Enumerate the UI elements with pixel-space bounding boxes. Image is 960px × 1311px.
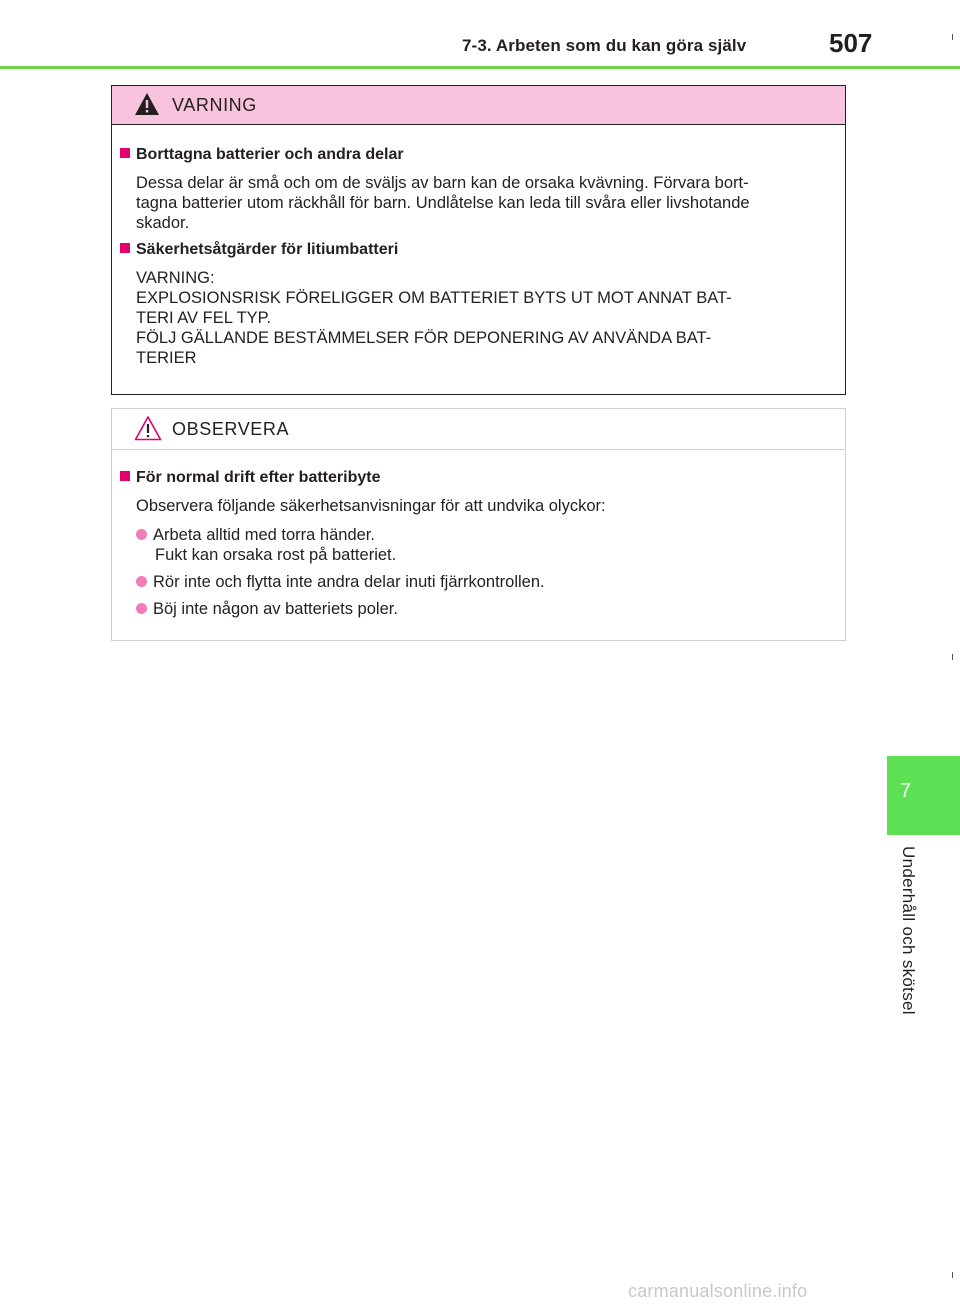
- warning-item-text: VARNING: EXPLOSIONSRISK FÖRELIGGER OM BATTERIET BYTS UT MOT ANNAT BAT- TERI AV FEL TYP. FÖLJ GÄLLANDE BESTÄMMELSER FÖR DEPONERING AV ANVÄNDA BAT- TERIER: [136, 269, 732, 367]
- warning-header: [112, 86, 845, 125]
- section-title: 7-3. Arbeten som du kan göra själv: [462, 36, 747, 55]
- watermark: carmanualsonline.info: [628, 1281, 808, 1301]
- crop-mark: [952, 34, 953, 40]
- warning-triangle-icon: [134, 92, 160, 116]
- caution-bullet: Rör inte och flytta inte andra delar inuti fjärrkontrollen.: [136, 572, 545, 592]
- warning-item-heading: Säkerhetsåtgärder för litiumbatteri: [120, 241, 398, 259]
- caution-box: [111, 408, 846, 641]
- square-bullet-icon: [120, 148, 130, 158]
- warning-box: [111, 85, 846, 395]
- chapter-label: Underhåll och skötsel: [899, 846, 918, 1015]
- crop-mark: [952, 1272, 953, 1278]
- caution-intro: Observera följande säkerhetsanvisningar för att undvika olyckor:: [136, 497, 606, 515]
- caution-header: [112, 409, 845, 450]
- chapter-tab[interactable]: [887, 756, 960, 835]
- caution-triangle-icon: [134, 415, 162, 441]
- warning-title: VARNING: [172, 95, 257, 115]
- caution-title: OBSERVERA: [172, 419, 290, 439]
- square-bullet-icon: [120, 471, 130, 481]
- dot-bullet-icon: [136, 529, 147, 540]
- caution-item-heading: För normal drift efter batteribyte: [120, 469, 380, 487]
- dot-bullet-icon: [136, 576, 147, 587]
- chapter-number: 7: [899, 780, 912, 802]
- crop-mark: [952, 654, 953, 660]
- dot-bullet-icon: [136, 603, 147, 614]
- page-number: 507: [829, 28, 873, 58]
- caution-bullet: Böj inte någon av batteriets poler.: [136, 599, 398, 619]
- caution-bullet: Arbeta alltid med torra händer. Fukt kan orsaka rost på batteriet.: [136, 525, 396, 565]
- warning-item-text: Dessa delar är små och om de sväljs av barn kan de orsaka kvävning. Förvara bort- tagna batterier utom räckhåll för barn. Undlåtelse kan leda till svåra eller livshotande skador.: [136, 174, 750, 232]
- header-rule: [0, 66, 960, 69]
- square-bullet-icon: [120, 243, 130, 253]
- warning-item-heading: Borttagna batterier och andra delar: [120, 146, 404, 164]
